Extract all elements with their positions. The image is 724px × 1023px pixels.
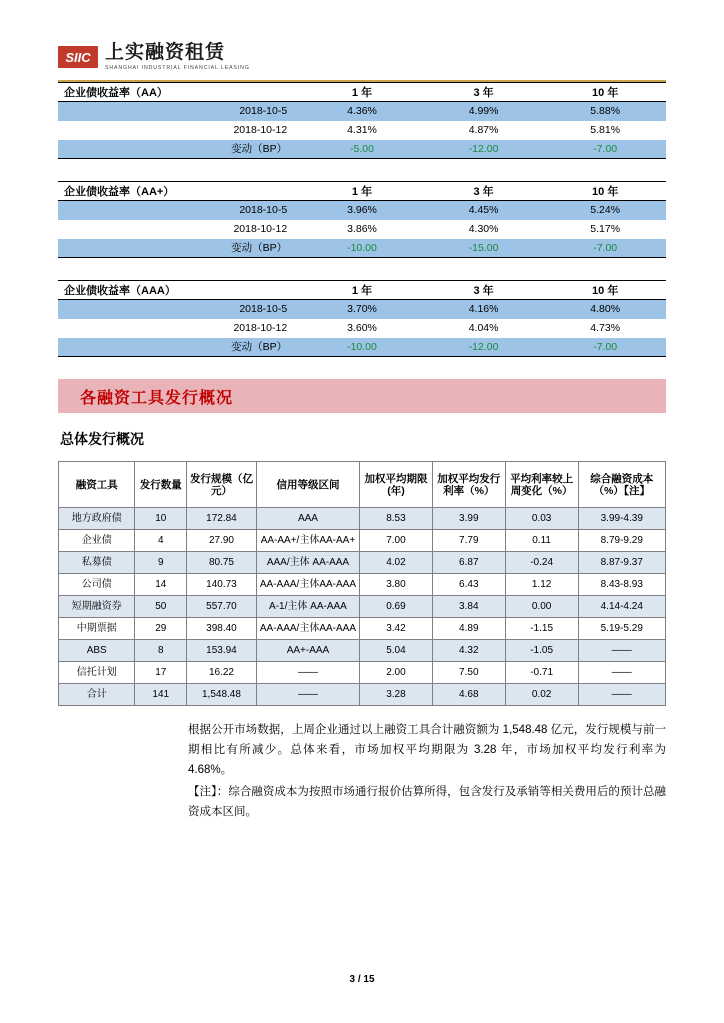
column-header-1y: 1 年 <box>301 281 423 300</box>
cell-rating: AAA/主体 AA-AAA <box>256 552 359 574</box>
column-header-3y: 3 年 <box>423 182 545 201</box>
cell-value: 5.81% <box>590 124 621 136</box>
cell-tool: 短期融资券 <box>59 596 135 618</box>
yield-table-title: 企业债收益率（AAA） <box>58 281 301 300</box>
cell-change: -12.00 <box>423 140 545 159</box>
cell-cost: —— <box>578 662 665 684</box>
table-header-row <box>59 462 666 508</box>
cell-tool: 中期票据 <box>59 618 135 640</box>
table-row <box>58 201 666 220</box>
cell-count: 10 <box>135 508 187 530</box>
yield-table-aa <box>58 82 666 159</box>
cell-rating: AA-AAA/主体AA-AAA <box>256 618 359 640</box>
cell-value: 4.31% <box>347 124 377 136</box>
cell-rate: 3.99 <box>432 508 505 530</box>
cell-term: 2.00 <box>360 662 433 684</box>
cell-term: 3.42 <box>360 618 433 640</box>
column-header-10y: 10 年 <box>544 83 666 102</box>
cell-tool: ABS <box>59 640 135 662</box>
row-label: 2018-10-5 <box>58 102 301 121</box>
subsection-heading: 总体发行概况 <box>60 431 144 447</box>
cell-change: 0.02 <box>505 684 578 706</box>
cell-term: 7.00 <box>360 530 433 552</box>
cell-rating: AA+-AAA <box>256 640 359 662</box>
cell-tool: 私募债 <box>59 552 135 574</box>
cell-count: 4 <box>135 530 187 552</box>
row-label: 2018-10-12 <box>233 322 288 334</box>
column-header-10y: 10 年 <box>544 281 666 300</box>
cell-value: 3.96% <box>301 201 423 220</box>
cell-count: 9 <box>135 552 187 574</box>
column-header-term: 加权平均期限(年) <box>360 462 433 508</box>
cell-tool: 企业债 <box>59 530 135 552</box>
table-row <box>59 640 666 662</box>
cell-rate: 4.68 <box>432 684 505 706</box>
cell-count: 29 <box>135 618 187 640</box>
cell-value: 4.04% <box>468 322 499 334</box>
table-row <box>59 618 666 640</box>
cell-value: 4.30% <box>468 223 499 235</box>
cell-value: 4.45% <box>423 201 545 220</box>
cell-change: -7.00 <box>544 140 666 159</box>
table-row-change <box>58 239 666 258</box>
table-row <box>59 530 666 552</box>
commentary-block <box>58 720 666 822</box>
column-header-3y: 3 年 <box>423 83 545 102</box>
cell-rate: 7.50 <box>432 662 505 684</box>
cell-cost: 8.43-8.93 <box>578 574 665 596</box>
cell-rating: AA-AA+/主体AA-AA+ <box>256 530 359 552</box>
cell-rate: 4.89 <box>432 618 505 640</box>
cell-value: 5.88% <box>544 102 666 121</box>
cell-scale: 140.73 <box>187 574 257 596</box>
cell-change: 0.03 <box>505 508 578 530</box>
commentary-paragraph-1: 根据公开市场数据，上周企业通过以上融资工具合计融资额为 1,548.48 亿元，发行规模与前一期相比有所减少。总体来看，市场加权平均期限为 3.28 年，市场加权平均发行利率为 4.68%。 <box>188 724 666 776</box>
cell-count: 50 <box>135 596 187 618</box>
cell-value: 5.17% <box>590 223 621 235</box>
company-name-en: SHANGHAI INDUSTRIAL FINANCIAL LEASING <box>105 64 250 71</box>
cell-cost: 5.19-5.29 <box>578 618 665 640</box>
cell-cost: 8.87-9.37 <box>578 552 665 574</box>
company-name-cn: 上实融资租赁 <box>105 41 226 63</box>
column-header-cost: 综合融资成本（%）【注】 <box>578 462 665 508</box>
table-header-row <box>58 281 666 300</box>
cell-change: -12.00 <box>423 338 545 357</box>
cell-change: -1.05 <box>505 640 578 662</box>
cell-value: 5.24% <box>544 201 666 220</box>
column-header-scale: 发行规模（亿元） <box>187 462 257 508</box>
table-row <box>58 319 666 338</box>
cell-cost: —— <box>578 640 665 662</box>
row-label: 变动（BP） <box>58 239 301 258</box>
cell-term: 0.69 <box>360 596 433 618</box>
cell-value: 4.16% <box>423 300 545 319</box>
page-number: 3 / 15 <box>349 974 375 985</box>
section-banner-title: 各融资工具发行概况 <box>80 389 234 407</box>
cell-rating: AA-AAA/主体AA-AAA <box>256 574 359 596</box>
cell-change: -1.15 <box>505 618 578 640</box>
cell-rate: 6.43 <box>432 574 505 596</box>
cell-count: 8 <box>135 640 187 662</box>
issuance-overview-table <box>58 461 666 706</box>
cell-term: 3.28 <box>360 684 433 706</box>
cell-term: 8.53 <box>360 508 433 530</box>
commentary-paragraph-2: 【注】：综合融资成本为按照市场通行报价估算所得，包含发行及承销等相关费用后的预计总融资成本区间。 <box>188 786 666 818</box>
row-label: 2018-10-5 <box>58 300 301 319</box>
column-header-10y: 10 年 <box>544 182 666 201</box>
cell-cost: —— <box>578 684 665 706</box>
section-banner <box>58 379 666 413</box>
yield-table-title: 企业债收益率（AA+） <box>58 182 301 201</box>
table-row-change <box>58 338 666 357</box>
column-header-rating: 信用等级区间 <box>256 462 359 508</box>
cell-change: -0.71 <box>505 662 578 684</box>
cell-change: -5.00 <box>301 140 423 159</box>
header-logo <box>58 40 666 74</box>
table-row <box>58 121 666 140</box>
cell-scale: 153.94 <box>187 640 257 662</box>
table-row-total <box>59 684 666 706</box>
cell-rate: 7.79 <box>432 530 505 552</box>
table-row <box>59 662 666 684</box>
cell-tool: 信托计划 <box>59 662 135 684</box>
cell-term: 4.02 <box>360 552 433 574</box>
cell-change: -7.00 <box>544 239 666 258</box>
cell-term: 5.04 <box>360 640 433 662</box>
cell-cost: 3.99-4.39 <box>578 508 665 530</box>
cell-change: 0.11 <box>505 530 578 552</box>
cell-rate: 3.84 <box>432 596 505 618</box>
yield-table-title: 企业债收益率（AA） <box>58 83 301 102</box>
table-header-row <box>58 182 666 201</box>
table-row <box>59 596 666 618</box>
cell-count: 14 <box>135 574 187 596</box>
cell-rating: AAA <box>256 508 359 530</box>
cell-tool: 公司债 <box>59 574 135 596</box>
row-label: 2018-10-12 <box>233 223 288 235</box>
cell-change: -7.00 <box>544 338 666 357</box>
cell-value: 3.60% <box>347 322 377 334</box>
yield-table-aaa <box>58 280 666 357</box>
cell-rating: A-1/主体 AA-AAA <box>256 596 359 618</box>
cell-change: -15.00 <box>423 239 545 258</box>
table-row-change <box>58 140 666 159</box>
row-label: 2018-10-5 <box>58 201 301 220</box>
cell-rate: 6.87 <box>432 552 505 574</box>
cell-scale: 398.40 <box>187 618 257 640</box>
column-header-1y: 1 年 <box>301 182 423 201</box>
cell-change: -0.24 <box>505 552 578 574</box>
cell-value: 3.70% <box>301 300 423 319</box>
column-header-count: 发行数量 <box>135 462 187 508</box>
cell-change: 0.00 <box>505 596 578 618</box>
table-header-row <box>58 83 666 102</box>
cell-scale: 27.90 <box>187 530 257 552</box>
cell-value: 3.86% <box>347 223 377 235</box>
cell-change: 1.12 <box>505 574 578 596</box>
column-header-tool: 融资工具 <box>59 462 135 508</box>
column-header-rate: 加权平均发行利率（%） <box>432 462 505 508</box>
cell-scale: 172.84 <box>187 508 257 530</box>
cell-rating: —— <box>256 662 359 684</box>
table-row <box>58 102 666 121</box>
cell-count: 17 <box>135 662 187 684</box>
cell-cost: 8.79-9.29 <box>578 530 665 552</box>
cell-value: 4.99% <box>423 102 545 121</box>
cell-tool: 合计 <box>59 684 135 706</box>
cell-count: 141 <box>135 684 187 706</box>
cell-scale: 1,548.48 <box>187 684 257 706</box>
siic-logo-icon: SIIC <box>58 46 98 68</box>
table-row <box>58 300 666 319</box>
cell-tool: 地方政府债 <box>59 508 135 530</box>
table-row <box>58 220 666 239</box>
yield-table-aa-plus <box>58 181 666 258</box>
logo-text-block <box>105 43 250 72</box>
column-header-1y: 1 年 <box>301 83 423 102</box>
cell-value: 4.36% <box>301 102 423 121</box>
table-row <box>59 508 666 530</box>
cell-value: 4.73% <box>590 322 621 334</box>
cell-scale: 557.70 <box>187 596 257 618</box>
column-header-change: 平均利率较上周变化（%） <box>505 462 578 508</box>
cell-value: 4.87% <box>468 124 499 136</box>
table-row <box>59 552 666 574</box>
cell-rating: —— <box>256 684 359 706</box>
cell-change: -10.00 <box>301 338 423 357</box>
cell-change: -10.00 <box>301 239 423 258</box>
row-label: 2018-10-12 <box>233 124 288 136</box>
row-label: 变动（BP） <box>58 140 301 159</box>
cell-scale: 80.75 <box>187 552 257 574</box>
cell-rate: 4.32 <box>432 640 505 662</box>
cell-cost: 4.14-4.24 <box>578 596 665 618</box>
cell-value: 4.80% <box>544 300 666 319</box>
column-header-3y: 3 年 <box>423 281 545 300</box>
row-label: 变动（BP） <box>58 338 301 357</box>
table-row <box>59 574 666 596</box>
cell-term: 3.80 <box>360 574 433 596</box>
cell-scale: 16.22 <box>187 662 257 684</box>
